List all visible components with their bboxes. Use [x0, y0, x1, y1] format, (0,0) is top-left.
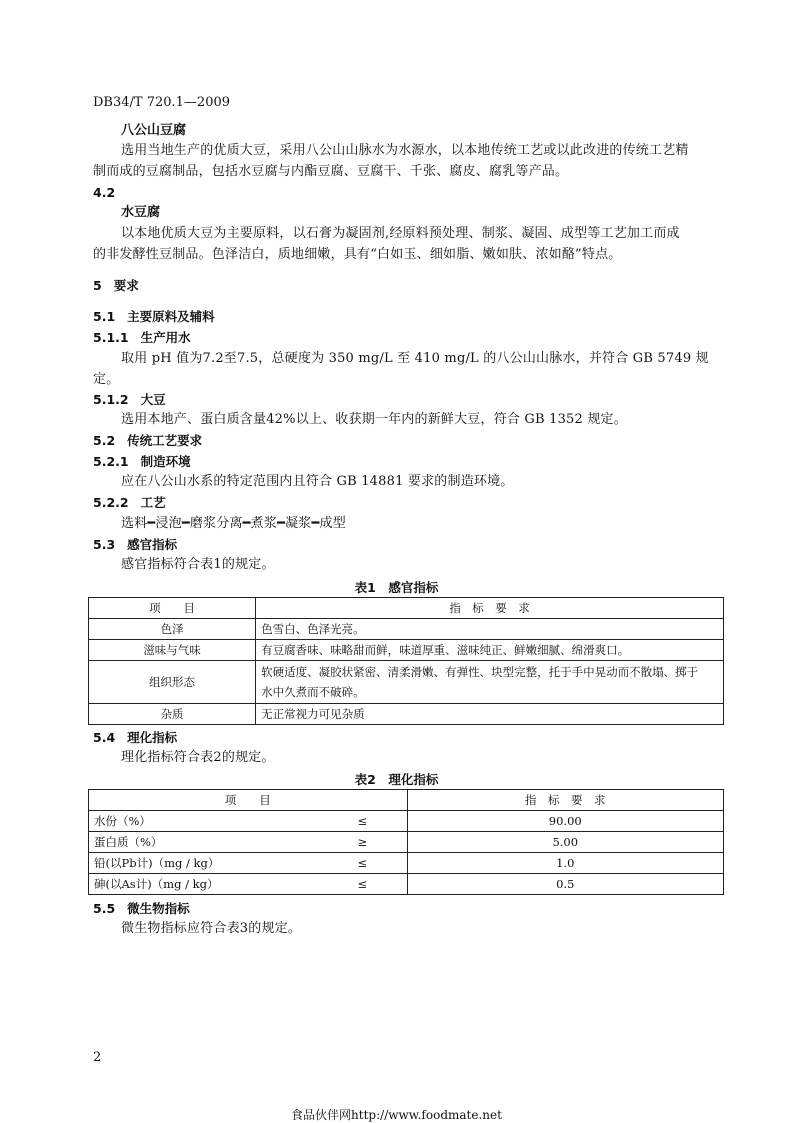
table-row	[89, 811, 724, 832]
section-number: 5.1.2	[93, 392, 129, 407]
section-number: 5.4	[93, 730, 116, 745]
section-number: 5.2	[93, 433, 116, 448]
column-header: 指 标 要 求	[256, 598, 724, 619]
section-heading	[93, 452, 191, 472]
section-number: 5.2.1	[93, 454, 129, 469]
table-row	[89, 874, 724, 895]
process-flow: 选料━浸泡━磨浆分离━煮浆━凝浆━成型	[121, 516, 346, 531]
section-heading	[93, 276, 139, 296]
table-cell: 滋味与气味	[89, 640, 256, 661]
section-title: 传统工艺要求	[127, 433, 203, 448]
section-title: 大豆	[140, 392, 166, 407]
table-cell: 无正常视力可见杂质	[256, 704, 724, 725]
paragraph-line: 以本地优质大豆为主要原料，以石膏为凝固剂,经原料预处理、制浆、凝固、成型等工艺加工而成	[121, 226, 680, 241]
paragraph-line: 微生物指标应符合表3的规定。	[121, 921, 302, 936]
table-cell-line: 水中久煮而不破碎。	[261, 685, 365, 699]
section-title: 工艺	[140, 495, 166, 510]
table-cell-operator: ≤	[318, 853, 407, 874]
section-number: 5.5	[93, 901, 116, 916]
table-row	[89, 704, 724, 725]
section-title: 生产用水	[140, 330, 191, 345]
table-cell: 5.00	[407, 832, 724, 853]
table-cell: 90.00	[407, 811, 724, 832]
section-number: 5.2.2	[93, 495, 129, 510]
table-cell: 砷(以As计)（mg / kg）	[89, 874, 319, 895]
section-number: 5	[93, 278, 102, 293]
section-number: 5.1.1	[93, 330, 129, 345]
section-title: 主要原料及辅料	[127, 309, 215, 324]
table-header-row	[89, 598, 724, 619]
section-heading	[93, 390, 166, 410]
physicochemical-table	[88, 789, 724, 895]
section-heading	[93, 728, 177, 748]
page-number: 2	[93, 1050, 102, 1065]
term-definition-line: 制而成的豆腐制品，包括水豆腐与内酯豆腐、豆腐干、千张、腐皮、腐乳等产品。	[93, 164, 569, 179]
table-cell: 水份（%）	[89, 811, 319, 832]
table-cell: 色雪白、色泽光亮。	[256, 619, 724, 640]
table-cell: 杂质	[89, 704, 256, 725]
table-header-row	[89, 790, 724, 811]
table-cell-line: 软硬适度、凝胶状紧密、清柔滑嫩、有弹性、块型完整，托于手中晃动而不散塌、掷于	[261, 665, 699, 679]
table-cell-operator: ≤	[318, 811, 407, 832]
table-row	[89, 640, 724, 661]
table-cell-operator: ≤	[318, 874, 407, 895]
column-header: 指 标 要 求	[407, 790, 724, 811]
table-cell: 蛋白质（%）	[89, 832, 319, 853]
paragraph-line: 应在八公山水系的特定范围内且符合 GB 14881 要求的制造环境。	[121, 474, 514, 489]
paragraph-line: 感官指标符合表1的规定。	[121, 557, 275, 572]
paragraph-line: 的非发酵性豆制品。色泽洁白，质地细嫩，具有“白如玉、细如脂、嫩如肤、浓如酪”特点。	[93, 247, 622, 262]
paragraph-line: 选用本地产、蛋白质含量42%以上、收获期一年内的新鲜大豆，符合 GB 1352 规定。	[121, 412, 627, 427]
term-definition-line: 选用当地生产的优质大豆，采用八公山山脉水为水源水，以本地传统工艺或以此改进的传统工艺精	[121, 143, 689, 158]
table-cell: 铅(以Pb计)（mg / kg）	[89, 853, 319, 874]
table-row	[89, 619, 724, 640]
section-number: 5.3	[93, 537, 116, 552]
section-title: 微生物指标	[127, 901, 190, 916]
section-number: 5.1	[93, 309, 116, 324]
table-cell: 1.0	[407, 853, 724, 874]
column-header: 项 目	[89, 598, 256, 619]
table-cell: 有豆腐香味、味略甜而鲜，味道厚重、滋味纯正、鲜嫩细腻、绵滑爽口。	[256, 640, 724, 661]
table1-caption: 表1 感官指标	[354, 580, 439, 595]
column-header: 项 目	[89, 790, 408, 811]
term-title: 八公山豆腐	[121, 123, 187, 138]
section-heading	[93, 307, 215, 327]
sensory-table	[88, 597, 724, 725]
footer-source: 食品伙伴网http://www.foodmate.net	[291, 1108, 502, 1122]
paragraph-line: 取用 pH 值为7.2至7.5，总硬度为 350 mg/L 至 410 mg/L 的八公山山脉水，并符合 GB 5749 规	[121, 351, 709, 366]
section-title: 制造环境	[140, 454, 191, 469]
table-cell: 组织形态	[89, 661, 256, 704]
section-title: 感官指标	[127, 537, 178, 552]
table-cell: 色泽	[89, 619, 256, 640]
section-heading	[93, 899, 190, 919]
section-title: 理化指标	[127, 730, 178, 745]
section-heading	[93, 328, 191, 348]
table2-caption: 表2 理化指标	[354, 772, 439, 787]
table-row	[89, 853, 724, 874]
paragraph-line: 定。	[93, 372, 120, 387]
section-heading	[93, 493, 166, 513]
section-number: 4.2	[93, 185, 116, 200]
paragraph-line: 理化指标符合表2的规定。	[121, 750, 275, 765]
section-title: 水豆腐	[121, 205, 161, 220]
table-cell: 0.5	[407, 874, 724, 895]
table-row	[89, 832, 724, 853]
document-id: DB34/T 720.1—2009	[93, 95, 231, 110]
section-heading	[93, 431, 202, 451]
table-row	[89, 661, 724, 704]
table-cell-operator: ≥	[318, 832, 407, 853]
section-heading	[93, 535, 177, 555]
section-title: 要求	[113, 278, 139, 293]
table-cell	[256, 661, 724, 704]
